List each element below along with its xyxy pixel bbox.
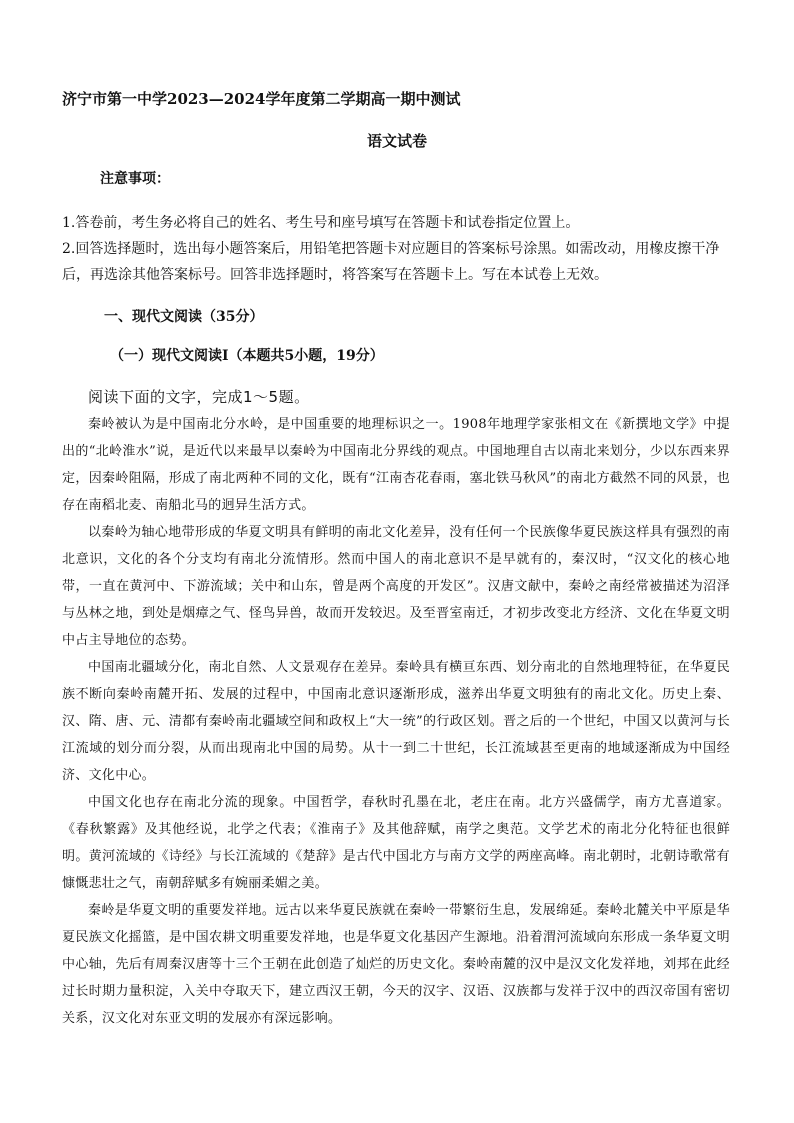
subject-title: 语文试卷: [366, 132, 427, 150]
reading-instruction: 阅读下面的文字，完成1～5题。: [88, 388, 310, 406]
section-subtitle: （一）现代文阅读Ⅰ（本题共5小题，19分）: [110, 348, 384, 364]
reading-passage: [62, 411, 730, 1032]
passage-paragraph: 中国文化也存在南北分流的现象。中国哲学，春秋时孔墨在北，老庄在南。北方兴盛儒学，南方尤喜道家。《春秋繁露》及其他经说，北学之代表；《淮南子》及其他辞赋，南学之奥范。文学艺术的南北分化特征也很鲜明。黄河流域的《诗经》与长江流域的《楚辞》是古代中国北方与南方文学的两座高峰。南北朝时，北朝诗歌常有慷慨悲壮之气，南朝辞赋多有婉丽柔媚之美。: [62, 795, 730, 891]
section-title: 一、现代文阅读（35分）: [104, 309, 264, 325]
notice-heading: 注意事项：: [100, 171, 170, 187]
passage-paragraph: 中国南北疆域分化，南北自然、人文景观存在差异。秦岭具有横亘东西、划分南北的自然地理特征，在华夏民族不断向秦岭南麓开拓、发展的过程中，中国南北意识逐渐形成，滋养出华夏文明独有的南北文化。历史上秦、汉、隋、唐、元、清都有秦岭南北疆域空间和政权上“大一统”的行政区划。晋之后的一个世纪，中国又以黄河与长江流域的划分而分裂，从而出现南北中国的局势。从十一到二十世纪，长江流域甚至更南的地域逐渐成为中国经济、文化中心。: [62, 660, 730, 783]
notice-rule: 1.答卷前，考生务必将自己的姓名、考生号和座号填写在答题卡和试卷指定位置上。: [62, 215, 580, 231]
passage-paragraph: 秦岭是华夏文明的重要发祥地。远古以来华夏民族就在秦岭一带繁衍生息，发展绵延。秦岭北麓关中平原是华夏民族文化摇篮，是中国农耕文明重要发祥地，也是华夏文化基因产生源地。沿着渭河流域向东形成一条华夏文明中心轴，先后有周秦汉唐等十三个王朝在此创造了灿烂的历史文化。秦岭南麓的汉中是汉文化发祥地，刘邦在此经过长时期力量积淀，入关中夺取天下，建立西汉王朝，今天的汉字、汉语、汉族都与发祥于汉中的西汉帝国有密切关系，汉文化对东亚文明的发展亦有深远影响。: [62, 903, 730, 1026]
exam-title: 济宁市第一中学2023—2024学年度第二学期高一期中测试: [62, 90, 461, 108]
notice-rule: 2.回答选择题时，选出每小题答案后，用铅笔把答题卡对应题目的答案标号涂黑。如需改动，用橡皮擦干净后，再选涂其他答案标号。回答非选择题时，将答案写在答题卡上。写在本试卷上无效。: [62, 241, 720, 283]
passage-paragraph: 秦岭被认为是中国南北分水岭，是中国重要的地理标识之一。1908年地理学家张相文在《新撰地文学》中提出的“北岭淮水”说，是近代以来最早以秦岭为中国南北分界线的观点。中国地理自古以南北来划分，少以东西来界定，因秦岭阻隔，形成了南北两种不同的文化，既有“江南杏花春雨，塞北铁马秋风”的南北方截然不同的风景，也存在南稻北麦、南船北马的迥异生活方式。: [62, 417, 730, 513]
passage-paragraph: 以秦岭为轴心地带形成的华夏文明具有鲜明的南北文化差异，没有任何一个民族像华夏民族这样具有强烈的南北意识，文化的各个分支均有南北分流情形。然而中国人的南北意识不是早就有的，秦汉时，“汉文化的核心地带，一直在黄河中、下游流域；关中和山东，曾是两个高度的开发区”。汉唐文献中，秦岭之南经常被描述为沼泽与丛林之地，到处是烟瘴之气、怪鸟异兽，故而开发较迟。及至晋室南迁，才初步改变北方经济、文化在华夏文明中占主导地位的态势。: [62, 525, 730, 648]
